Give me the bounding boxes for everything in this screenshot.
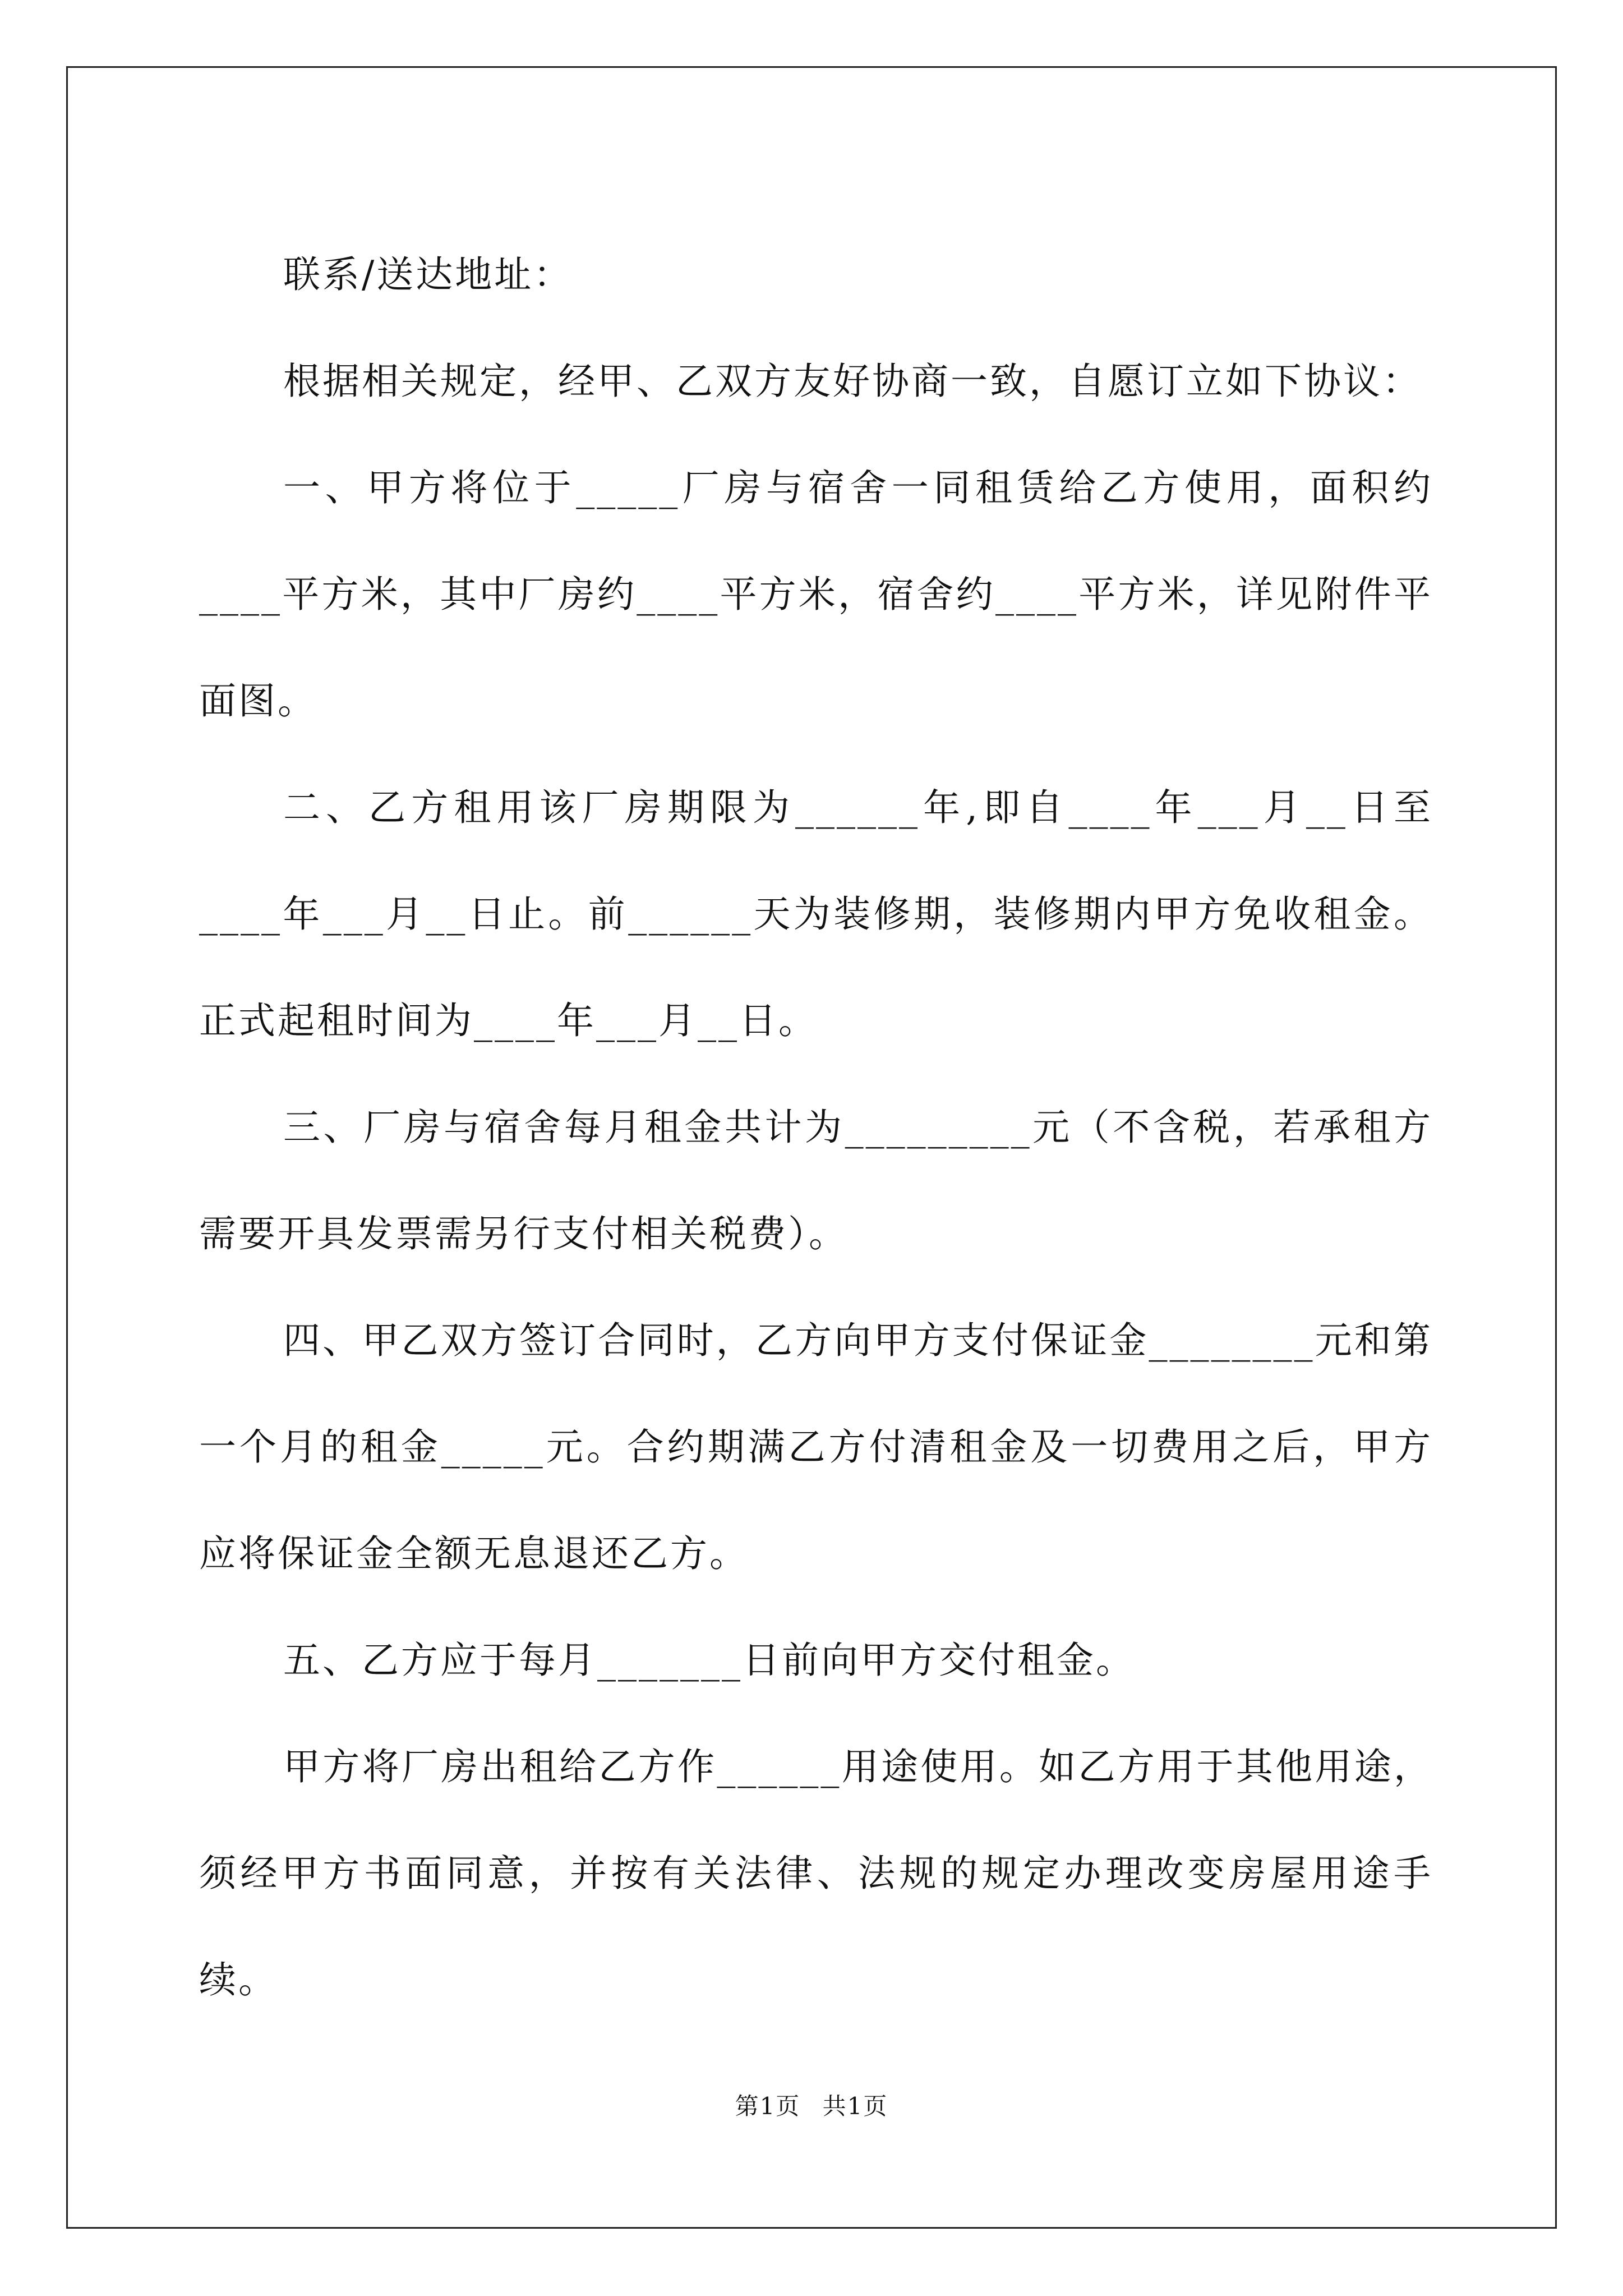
paragraph-contact-address: 联系/送达地址： [283, 253, 573, 296]
paragraph-clause-5: 五、乙方应于每月_______日前向甲方交付租金。 [283, 1639, 1135, 1682]
page-footer [0, 2088, 1623, 2122]
paragraph-clause-3: 三、厂房与宿舍每月租金共计为_________元（不含税，若承租方需要开具发票需另行支付相关税费）。 [199, 1106, 1433, 1255]
paragraph-clause-2: 二、乙方租用该厂房期限为______年,即自____年___月__日至____年___月__日止。前______天为装修期，装修期内甲方免收租金。正式起租时间为____年___月__日。 [199, 786, 1433, 1042]
document-body [199, 222, 1433, 2033]
paragraph-clause-4: 四、甲乙双方签订合同时，乙方向甲方支付保证金________元和第一个月的租金_____元。合约期满乙方付清租金及一切费用之后，甲方应将保证金全额无息退还乙方。 [199, 1319, 1433, 1575]
paragraph-clause-1: 一、甲方将位于_____厂房与宿舍一同租赁给乙方使用，面积约____平方米，其中厂房约____平方米，宿舍约____平方米，详见附件平面图。 [199, 466, 1433, 723]
paragraph-preamble: 根据相关规定，经甲、乙双方友好协商一致，自愿订立如下协议： [283, 360, 1422, 403]
page-total: 共1页 [822, 2092, 888, 2120]
paragraph-usage: 甲方将厂房出租给乙方作______用途使用。如乙方用于其他用途，须经甲方书面同意，并按有关法律、法规的规定办理改变房屋用途手续。 [199, 1745, 1433, 2001]
page-number: 第1页 [735, 2092, 801, 2120]
